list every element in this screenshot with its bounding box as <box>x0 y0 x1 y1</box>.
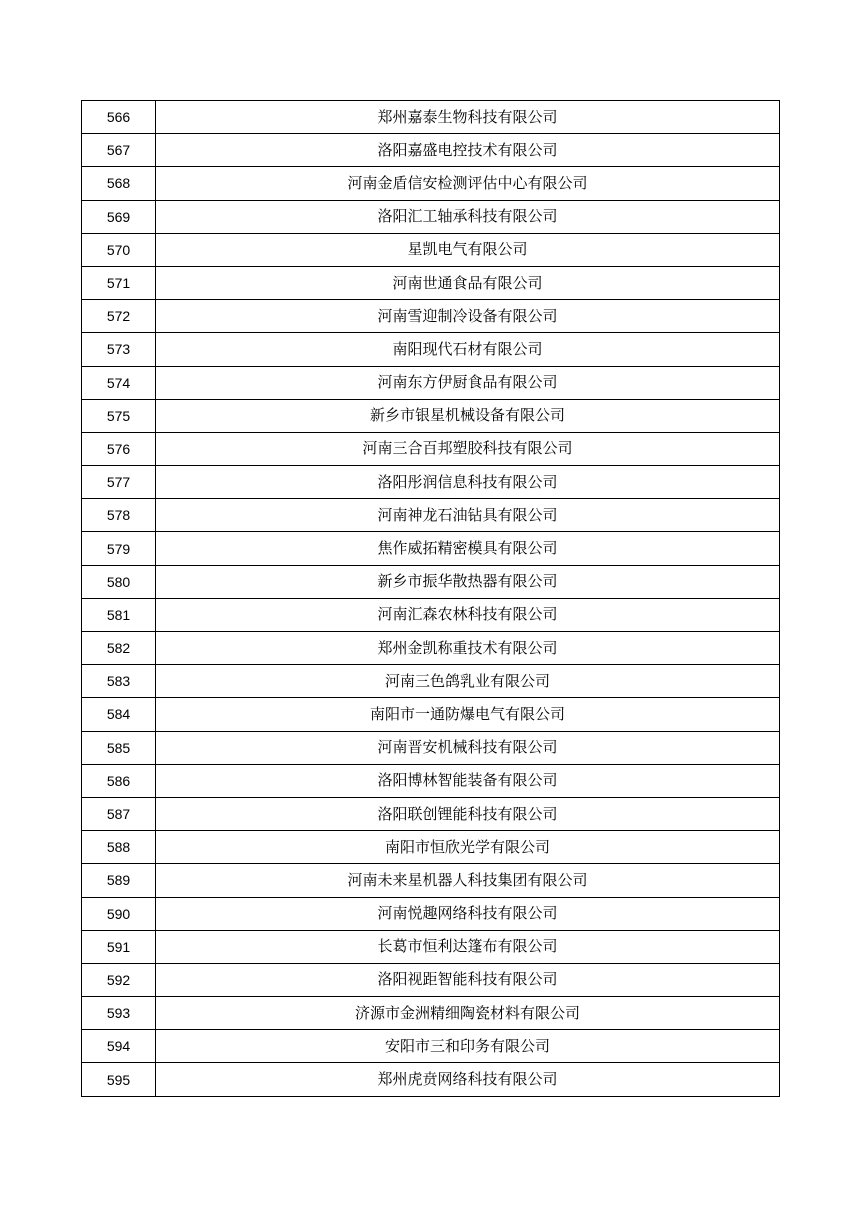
table-row <box>82 333 780 366</box>
row-number-cell: 567 <box>82 134 156 167</box>
table-row <box>82 831 780 864</box>
company-name-cell: 河南未来星机器人科技集团有限公司 <box>156 864 780 897</box>
row-number-cell: 586 <box>82 764 156 797</box>
table-row <box>82 797 780 830</box>
company-name-cell: 河南东方伊厨食品有限公司 <box>156 366 780 399</box>
company-name-cell: 洛阳联创锂能科技有限公司 <box>156 797 780 830</box>
company-list-table <box>81 100 780 1097</box>
row-number-cell: 581 <box>82 598 156 631</box>
row-number-cell: 568 <box>82 167 156 200</box>
table-row <box>82 266 780 299</box>
company-name-cell: 新乡市银星机械设备有限公司 <box>156 399 780 432</box>
company-name-cell: 河南雪迎制冷设备有限公司 <box>156 300 780 333</box>
company-name-cell: 河南三合百邦塑胶科技有限公司 <box>156 432 780 465</box>
table-row <box>82 532 780 565</box>
row-number-cell: 583 <box>82 665 156 698</box>
company-name-cell: 洛阳视距智能科技有限公司 <box>156 963 780 996</box>
company-name-cell: 河南三色鸽乳业有限公司 <box>156 665 780 698</box>
table-row <box>82 632 780 665</box>
table-row <box>82 698 780 731</box>
table-row <box>82 665 780 698</box>
row-number-cell: 590 <box>82 897 156 930</box>
company-name-cell: 郑州嘉泰生物科技有限公司 <box>156 101 780 134</box>
row-number-cell: 577 <box>82 466 156 499</box>
table-row <box>82 200 780 233</box>
table-row <box>82 731 780 764</box>
company-name-cell: 郑州金凯称重技术有限公司 <box>156 632 780 665</box>
table-row <box>82 134 780 167</box>
table-row <box>82 897 780 930</box>
table-row <box>82 997 780 1030</box>
company-name-cell: 济源市金洲精细陶瓷材料有限公司 <box>156 997 780 1030</box>
row-number-cell: 585 <box>82 731 156 764</box>
company-name-cell: 河南汇森农林科技有限公司 <box>156 598 780 631</box>
company-name-cell: 河南金盾信安检测评估中心有限公司 <box>156 167 780 200</box>
company-name-cell: 郑州虎贲网络科技有限公司 <box>156 1063 780 1096</box>
row-number-cell: 574 <box>82 366 156 399</box>
company-name-cell: 星凯电气有限公司 <box>156 233 780 266</box>
table-row <box>82 233 780 266</box>
row-number-cell: 595 <box>82 1063 156 1096</box>
row-number-cell: 589 <box>82 864 156 897</box>
table-row <box>82 499 780 532</box>
row-number-cell: 591 <box>82 930 156 963</box>
table-row <box>82 399 780 432</box>
company-name-cell: 南阳市恒欣光学有限公司 <box>156 831 780 864</box>
company-name-cell: 南阳市一通防爆电气有限公司 <box>156 698 780 731</box>
company-name-cell: 焦作威拓精密模具有限公司 <box>156 532 780 565</box>
row-number-cell: 587 <box>82 797 156 830</box>
company-name-cell: 河南神龙石油钻具有限公司 <box>156 499 780 532</box>
company-name-cell: 新乡市振华散热器有限公司 <box>156 565 780 598</box>
table-row <box>82 366 780 399</box>
row-number-cell: 579 <box>82 532 156 565</box>
company-name-cell: 南阳现代石材有限公司 <box>156 333 780 366</box>
row-number-cell: 582 <box>82 632 156 665</box>
row-number-cell: 580 <box>82 565 156 598</box>
row-number-cell: 572 <box>82 300 156 333</box>
company-name-cell: 洛阳博林智能装备有限公司 <box>156 764 780 797</box>
company-name-cell: 河南晋安机械科技有限公司 <box>156 731 780 764</box>
table-row <box>82 466 780 499</box>
company-name-cell: 洛阳彤润信息科技有限公司 <box>156 466 780 499</box>
row-number-cell: 569 <box>82 200 156 233</box>
company-name-cell: 安阳市三和印务有限公司 <box>156 1030 780 1063</box>
table-row <box>82 930 780 963</box>
row-number-cell: 566 <box>82 101 156 134</box>
table-row <box>82 300 780 333</box>
table-row <box>82 1030 780 1063</box>
row-number-cell: 584 <box>82 698 156 731</box>
table-row <box>82 101 780 134</box>
row-number-cell: 573 <box>82 333 156 366</box>
table-row <box>82 598 780 631</box>
company-name-cell: 河南世通食品有限公司 <box>156 266 780 299</box>
row-number-cell: 594 <box>82 1030 156 1063</box>
row-number-cell: 576 <box>82 432 156 465</box>
row-number-cell: 575 <box>82 399 156 432</box>
row-number-cell: 578 <box>82 499 156 532</box>
table-row <box>82 963 780 996</box>
table-row <box>82 565 780 598</box>
table-row <box>82 167 780 200</box>
table-row <box>82 864 780 897</box>
table-row <box>82 764 780 797</box>
table-body <box>82 101 780 1097</box>
row-number-cell: 593 <box>82 997 156 1030</box>
company-name-cell: 长葛市恒利达篷布有限公司 <box>156 930 780 963</box>
table-row <box>82 1063 780 1096</box>
row-number-cell: 570 <box>82 233 156 266</box>
row-number-cell: 571 <box>82 266 156 299</box>
table-row <box>82 432 780 465</box>
row-number-cell: 588 <box>82 831 156 864</box>
company-name-cell: 洛阳嘉盛电控技术有限公司 <box>156 134 780 167</box>
row-number-cell: 592 <box>82 963 156 996</box>
company-name-cell: 洛阳汇工轴承科技有限公司 <box>156 200 780 233</box>
company-name-cell: 河南悦趣网络科技有限公司 <box>156 897 780 930</box>
